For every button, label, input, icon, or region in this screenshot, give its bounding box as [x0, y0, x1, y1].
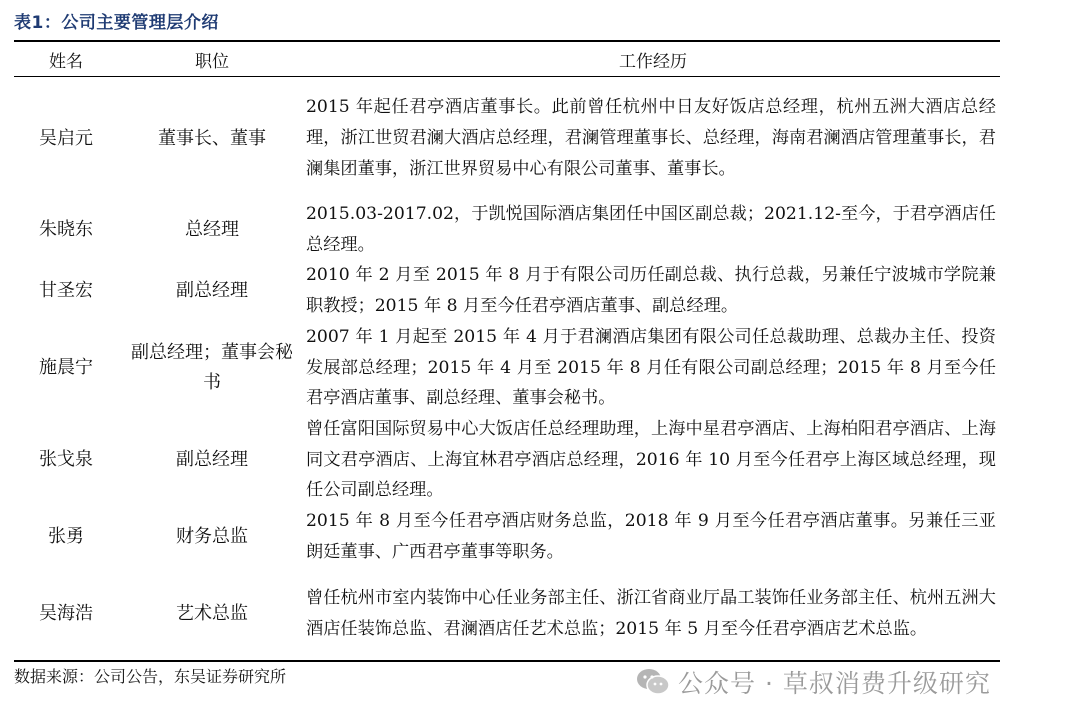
cell-name: 吴启元 [39, 127, 93, 149]
header-name: 姓名 [49, 51, 83, 72]
cell-experience: 曾任杭州市室内装饰中心任业务部主任、浙江省商业厅晶工装饰任业务部主任、杭州五洲大酒店任装饰总监、君澜酒店任艺术总监；2015 年 5 月至今任君亭酒店艺术总监。 [306, 588, 996, 639]
table-bottom-rule [14, 660, 1000, 662]
cell-name: 朱晓东 [39, 219, 93, 240]
table-caption: 表1：公司主要管理层介绍 [14, 13, 219, 33]
table-row [14, 322, 1000, 414]
wechat-icon [636, 667, 670, 697]
cell-position: 财务总监 [176, 526, 248, 547]
cell-name: 张勇 [48, 526, 84, 547]
cell-experience: 2007 年 1 月起至 2015 年 4 月于君澜酒店集团有限公司任总裁助理、总裁办主任、投资发展部总经理；2015 年 4 月至 2015 年 8 月任有限公司副总经理；2015 年 8 月至今任君亭酒店董事、副总经理、董事会秘书。 [306, 326, 996, 409]
management-table [14, 40, 1000, 662]
header-position: 职位 [195, 51, 229, 72]
watermark [636, 664, 991, 700]
table-header-row [14, 42, 1000, 76]
cell-name: 张戈泉 [39, 449, 93, 470]
cell-experience: 2015 年起任君亭酒店董事长。此前曾任杭州中日友好饭店总经理，杭州五洲大酒店总经理，浙江世贸君澜大酒店总经理，君澜管理董事长、总经理，海南君澜酒店管理董事长，君澜集团董事，浙江世界贸易中心有限公司董事、董事长。 [306, 97, 996, 179]
cell-name: 甘圣宏 [39, 280, 93, 301]
cell-position: 副总经理 [176, 280, 248, 301]
cell-name: 施晨宁 [39, 357, 93, 378]
table-row [14, 77, 1000, 200]
cell-position: 副总经理；董事会秘书 [131, 342, 293, 393]
table-row [14, 414, 1000, 506]
watermark-text: 公众号 · 草叔消费升级研究 [678, 669, 991, 698]
table-row [14, 568, 1000, 660]
table-row [14, 200, 1000, 260]
header-experience: 工作经历 [619, 51, 687, 72]
cell-position: 董事长、董事 [158, 127, 266, 149]
cell-experience: 2015 年 8 月至今任君亭酒店财务总监，2018 年 9 月至今任君亭酒店董事。另兼任三亚朗廷董事、广西君亭董事等职务。 [306, 511, 996, 562]
cell-experience: 2015.03-2017.02，于凯悦国际酒店集团任中国区副总裁；2021.12-至今，于君亭酒店任总经理。 [306, 204, 996, 255]
cell-experience: 曾任富阳国际贸易中心大饭店任总经理助理，上海中星君亭酒店、上海柏阳君亭酒店、上海同文君亭酒店、上海宜林君亭酒店总经理，2016 年 10 月至今任君亭上海区域总经理，现任公司副总经理。 [306, 418, 996, 501]
cell-experience: 2010 年 2 月至 2015 年 8 月于有限公司历任副总裁、执行总裁，另兼任宁波城市学院兼职教授；2015 年 8 月至今任君亭酒店董事、副总经理。 [306, 265, 996, 316]
cell-position: 艺术总监 [176, 603, 248, 624]
cell-position: 副总经理 [176, 449, 248, 470]
cell-position: 总经理 [185, 219, 239, 240]
table-row [14, 260, 1000, 322]
cell-name: 吴海浩 [39, 603, 93, 624]
data-source-note: 数据来源：公司公告，东吴证券研究所 [14, 667, 287, 686]
table-row [14, 506, 1000, 568]
